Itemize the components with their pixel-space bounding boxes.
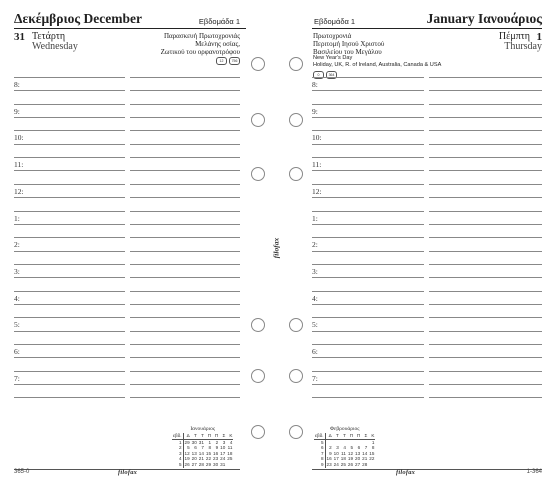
time-label: 3: bbox=[14, 266, 20, 276]
time-label: 4: bbox=[14, 293, 20, 303]
binder-hole bbox=[289, 425, 303, 439]
ruled-line bbox=[14, 77, 125, 78]
mini-calendar-day: 27 bbox=[191, 461, 197, 467]
mini-calendar-day: 12 bbox=[184, 450, 190, 456]
mini-calendar-week-number: 1 bbox=[172, 439, 183, 445]
time-label: 10: bbox=[14, 133, 24, 143]
mini-calendar-day: 22 bbox=[369, 456, 375, 462]
ruled-line bbox=[312, 211, 424, 212]
mini-calendar-day: 21 bbox=[198, 456, 204, 462]
ruled-line bbox=[14, 184, 125, 185]
ruled-line bbox=[429, 251, 542, 252]
mini-calendar-head: Δ bbox=[183, 433, 191, 439]
left-mini-calendar-title: Ιανουάριος bbox=[190, 426, 216, 432]
binder-hole bbox=[251, 113, 265, 127]
mini-calendar-head: Σ bbox=[219, 433, 226, 439]
right-page bbox=[308, 0, 552, 497]
left-brand-logo: filofax bbox=[118, 469, 138, 476]
left-day-name-en: Wednesday bbox=[32, 41, 78, 52]
ruled-line bbox=[130, 371, 240, 372]
ruled-line bbox=[312, 117, 424, 118]
ruled-line bbox=[14, 384, 125, 385]
mini-calendar-day: 1 bbox=[208, 439, 212, 445]
ruled-line bbox=[429, 384, 542, 385]
ruled-line bbox=[14, 104, 125, 105]
mini-calendar-day: 29 bbox=[184, 439, 190, 445]
ruled-line bbox=[130, 304, 240, 305]
mini-calendar-day: 14 bbox=[198, 450, 204, 456]
ruled-line bbox=[14, 130, 125, 131]
mini-calendar-head: εβδ. bbox=[315, 433, 324, 438]
ruled-line bbox=[312, 344, 424, 345]
time-label: 10: bbox=[312, 133, 322, 143]
ruled-line bbox=[130, 117, 240, 118]
time-label: 12: bbox=[312, 186, 322, 196]
mini-calendar-day: 30 bbox=[213, 461, 219, 467]
ruled-line bbox=[429, 264, 542, 265]
mini-calendar-week-number: 7 bbox=[314, 451, 325, 457]
ruled-line bbox=[312, 184, 424, 185]
mini-calendar-head: Τ bbox=[340, 433, 347, 439]
binder-hole bbox=[251, 318, 265, 332]
mini-calendar-day: 20 bbox=[191, 456, 197, 462]
binder-hole bbox=[289, 369, 303, 383]
time-label: 3: bbox=[312, 266, 318, 276]
ruled-line bbox=[130, 170, 240, 171]
mini-calendar-day: 24 bbox=[220, 456, 226, 462]
ruled-line bbox=[312, 170, 424, 171]
mini-calendar-day: 28 bbox=[198, 461, 204, 467]
days-remaining-icon: 364 bbox=[326, 71, 337, 79]
mini-calendar-day: 28 bbox=[362, 461, 368, 467]
mini-calendar-week-number: 2 bbox=[172, 445, 183, 451]
mini-calendar-day: 25 bbox=[340, 461, 346, 467]
mini-calendar-day: 7 bbox=[364, 445, 368, 451]
ruled-line bbox=[312, 237, 424, 238]
right-day-note-en bbox=[313, 55, 441, 69]
ruled-line bbox=[312, 317, 424, 318]
mini-calendar-week-number: 9 bbox=[314, 462, 325, 468]
mini-calendar-head: Τ bbox=[333, 433, 340, 439]
ruled-line bbox=[429, 291, 542, 292]
ruled-line bbox=[429, 237, 542, 238]
binder-hole bbox=[251, 167, 265, 181]
time-label: 7: bbox=[14, 373, 20, 383]
ruled-line bbox=[312, 130, 424, 131]
ruled-line bbox=[312, 157, 424, 158]
mini-calendar-day bbox=[368, 462, 375, 468]
ruled-line bbox=[130, 357, 240, 358]
ruled-line bbox=[429, 170, 542, 171]
ruled-line bbox=[312, 251, 424, 252]
binder-hole bbox=[251, 369, 265, 383]
mini-calendar-day: 14 bbox=[362, 450, 368, 456]
mini-calendar-day: 12 bbox=[347, 450, 354, 456]
time-label: 6: bbox=[14, 347, 20, 356]
mini-calendar-day: 1 bbox=[371, 439, 375, 445]
mini-calendar-day: 30 bbox=[191, 439, 197, 445]
ruled-line bbox=[14, 224, 125, 225]
ruled-line bbox=[312, 397, 424, 398]
time-label: 4: bbox=[312, 293, 318, 303]
mini-calendar-day: 18 bbox=[227, 450, 233, 456]
mini-calendar-day: 26 bbox=[347, 461, 354, 467]
ruled-line bbox=[429, 77, 542, 78]
ruled-line bbox=[130, 184, 240, 185]
right-day-name-en: Thursday bbox=[504, 41, 542, 52]
left-week-label: Εβδομάδα 1 bbox=[198, 17, 240, 26]
mini-calendar-day: 24 bbox=[333, 461, 339, 467]
ruled-line bbox=[14, 371, 125, 372]
time-label: 5: bbox=[312, 320, 318, 330]
mini-calendar-day: 15 bbox=[205, 450, 212, 456]
ruled-line bbox=[312, 104, 424, 105]
time-label: 2: bbox=[14, 240, 20, 250]
ruled-line bbox=[130, 237, 240, 238]
ruled-line bbox=[429, 104, 542, 105]
ruled-line bbox=[130, 317, 240, 318]
right-day-note bbox=[313, 32, 384, 56]
mini-calendar-day: 15 bbox=[369, 450, 375, 456]
ruled-line bbox=[429, 90, 542, 91]
mini-calendar-day: 23 bbox=[213, 456, 219, 462]
mini-calendar-day: 9 bbox=[215, 445, 219, 451]
ruled-line bbox=[14, 211, 125, 212]
binder-hole bbox=[251, 425, 265, 439]
right-page-code: 1-364 bbox=[526, 469, 542, 475]
ruled-line bbox=[14, 317, 125, 318]
time-label: 11: bbox=[14, 160, 24, 170]
ruled-line bbox=[130, 157, 240, 158]
ruled-line bbox=[312, 197, 424, 198]
ruled-line bbox=[312, 331, 424, 332]
mini-calendar-head: Τ bbox=[198, 433, 205, 439]
ruled-line bbox=[14, 264, 125, 265]
left-month-title: Δεκέμβριος December bbox=[14, 11, 142, 26]
mini-calendar-day: 17 bbox=[333, 456, 339, 462]
ruled-line bbox=[14, 237, 125, 238]
time-label: 9: bbox=[312, 106, 318, 116]
ruled-line bbox=[429, 117, 542, 118]
ruled-line bbox=[130, 264, 240, 265]
left-page bbox=[0, 0, 246, 497]
right-header bbox=[312, 10, 542, 29]
binder-hole bbox=[289, 57, 303, 71]
ruled-line bbox=[429, 357, 542, 358]
mini-calendar-day: 3 bbox=[336, 445, 339, 451]
ruled-line bbox=[429, 211, 542, 212]
mini-calendar-head: Τ bbox=[191, 433, 198, 439]
ruled-line bbox=[429, 224, 542, 225]
ruled-line bbox=[429, 157, 542, 158]
left-day-number: 31 bbox=[14, 31, 25, 43]
mini-calendar-week-number: 6 bbox=[314, 445, 325, 451]
right-note-line: Πρωτοχρονιά bbox=[313, 32, 352, 40]
mini-calendar-day: 16 bbox=[213, 450, 219, 456]
ruled-line bbox=[312, 277, 424, 278]
mini-calendar-day: 13 bbox=[191, 450, 197, 456]
mini-calendar-week-number: 5 bbox=[172, 462, 183, 468]
mini-calendar-day: 22 bbox=[205, 456, 212, 462]
ruled-line bbox=[14, 344, 125, 345]
ruled-line bbox=[14, 117, 125, 118]
time-label: 9: bbox=[14, 106, 20, 116]
mini-calendar-day: 31 bbox=[198, 439, 204, 445]
mini-calendar-head: Π bbox=[205, 433, 212, 439]
ruled-line bbox=[130, 331, 240, 332]
mini-calendar-day: 3 bbox=[222, 439, 226, 445]
mini-calendar-day: 13 bbox=[355, 450, 361, 456]
ruled-line bbox=[130, 397, 240, 398]
mini-calendar-week bbox=[314, 462, 375, 468]
right-day-number: 1 bbox=[536, 31, 542, 43]
mini-calendar-head: εβδ. bbox=[173, 433, 182, 438]
mini-calendar-day: 6 bbox=[194, 445, 197, 451]
mini-calendar-day: 16 bbox=[326, 456, 332, 462]
mini-calendar-day: 4 bbox=[229, 439, 233, 445]
time-label: 5: bbox=[14, 320, 20, 330]
time-label: 1: bbox=[14, 213, 20, 223]
mini-calendar-day: 26 bbox=[184, 461, 190, 467]
left-mini-calendar-grid bbox=[172, 433, 233, 468]
right-note-line-en: Holiday, UK, R. of Ireland, Australia, Canada & USA bbox=[313, 62, 442, 68]
ruled-line bbox=[14, 197, 125, 198]
day-count-icon: 12 bbox=[216, 57, 227, 65]
day-count-icon: 0 bbox=[313, 71, 324, 79]
mini-calendar-day: 19 bbox=[184, 456, 190, 462]
ruled-line bbox=[14, 397, 125, 398]
ruled-line bbox=[14, 277, 125, 278]
ruled-line bbox=[312, 224, 424, 225]
left-header bbox=[14, 10, 246, 29]
ruled-line bbox=[429, 371, 542, 372]
mini-calendar-day: 9 bbox=[329, 450, 332, 456]
time-label: 12: bbox=[14, 186, 24, 196]
mini-calendar-day: 31 bbox=[220, 461, 226, 467]
mini-calendar-day: 11 bbox=[341, 450, 346, 456]
ruled-line bbox=[14, 90, 125, 91]
mini-calendar-day: 21 bbox=[362, 456, 368, 462]
right-note-line: Περιτομή Ιησού Χριστού bbox=[313, 40, 385, 48]
mini-calendar-head: Π bbox=[347, 433, 354, 439]
ruled-line bbox=[130, 104, 240, 105]
mini-calendar-day: 18 bbox=[340, 456, 346, 462]
ruled-line bbox=[130, 344, 240, 345]
time-label: 2: bbox=[312, 240, 318, 250]
mini-calendar-head: Κ bbox=[368, 433, 375, 439]
mini-calendar-week-number: 8 bbox=[314, 456, 325, 462]
ruled-line bbox=[130, 277, 240, 278]
left-note-line: Μελάνης οσίας, bbox=[195, 40, 240, 48]
mini-calendar-day: 7 bbox=[201, 445, 204, 451]
mini-calendar-head: Δ bbox=[325, 433, 333, 439]
right-mini-calendar-title: Φεβρουάριος bbox=[330, 426, 360, 432]
ruled-line bbox=[14, 144, 125, 145]
right-week-label: Εβδομάδα 1 bbox=[314, 17, 356, 26]
ruled-line bbox=[130, 197, 240, 198]
left-page-code: 365-0 bbox=[14, 469, 30, 475]
ruled-line bbox=[14, 170, 125, 171]
mini-calendar-day: 17 bbox=[220, 450, 226, 456]
ruled-line bbox=[130, 224, 240, 225]
ruled-line bbox=[429, 184, 542, 185]
ruled-line bbox=[429, 397, 542, 398]
days-remaining-icon: 756 bbox=[229, 57, 240, 65]
mini-calendar-day: 6 bbox=[357, 445, 361, 451]
ruled-line bbox=[312, 264, 424, 265]
ruled-line bbox=[14, 357, 125, 358]
ruled-line bbox=[429, 344, 542, 345]
left-note-line: Παρασκευή Πρωτοχρονιάς bbox=[163, 32, 240, 40]
right-mini-calendar bbox=[314, 426, 375, 468]
ruled-line bbox=[429, 144, 542, 145]
binder-hole bbox=[251, 57, 265, 71]
mini-calendar-day: 2 bbox=[329, 445, 332, 451]
left-day-name-gr: Τετάρτη bbox=[32, 31, 66, 42]
mini-calendar-week bbox=[314, 445, 375, 451]
mini-calendar-day: 8 bbox=[208, 445, 212, 451]
left-icons bbox=[216, 57, 240, 65]
ruled-line bbox=[312, 304, 424, 305]
ruled-line bbox=[130, 77, 240, 78]
ruled-line bbox=[312, 371, 424, 372]
mini-calendar-day: 25 bbox=[227, 456, 233, 462]
mini-calendar-head: Σ bbox=[361, 433, 368, 439]
mini-calendar-head: Π bbox=[354, 433, 361, 439]
ruled-line bbox=[429, 130, 542, 131]
binder-hole bbox=[289, 318, 303, 332]
right-mini-calendar-grid bbox=[314, 433, 375, 468]
ruled-line bbox=[130, 130, 240, 131]
right-month-title: January Ιανουάριος bbox=[426, 11, 542, 26]
ruled-line bbox=[312, 90, 424, 91]
ruled-line bbox=[429, 304, 542, 305]
right-day-name-gr: Πέμπτη bbox=[498, 31, 530, 42]
mini-calendar-day: 4 bbox=[343, 445, 346, 451]
mini-calendar-day: 23 bbox=[326, 461, 332, 467]
left-mini-calendar bbox=[172, 426, 233, 468]
ruled-line bbox=[312, 357, 424, 358]
mini-calendar-day: 11 bbox=[227, 445, 233, 451]
mini-calendar-week bbox=[172, 462, 233, 468]
mini-calendar-day: 19 bbox=[347, 456, 354, 462]
left-note-line: Ζωτικού του ορφανοτρόφου bbox=[160, 48, 240, 56]
mini-calendar-day bbox=[226, 462, 233, 468]
time-label: 1: bbox=[312, 213, 318, 223]
mini-calendar-day: 10 bbox=[220, 445, 226, 451]
mini-calendar-day: 5 bbox=[350, 445, 354, 451]
ruled-line bbox=[312, 77, 424, 78]
ruled-line bbox=[130, 90, 240, 91]
time-label: 11: bbox=[312, 160, 322, 170]
binder-hole bbox=[289, 113, 303, 127]
ruled-line bbox=[130, 251, 240, 252]
ruled-line bbox=[130, 384, 240, 385]
mini-calendar-day: 29 bbox=[205, 461, 212, 467]
ruled-line bbox=[14, 291, 125, 292]
ruled-line bbox=[312, 144, 424, 145]
time-label: 7: bbox=[312, 373, 318, 383]
right-footer-rule bbox=[312, 469, 542, 470]
binder-hole bbox=[289, 167, 303, 181]
time-label: 6: bbox=[312, 347, 318, 356]
time-label: 8: bbox=[312, 80, 318, 89]
mini-calendar-day: 27 bbox=[355, 461, 361, 467]
mini-calendar-head: Κ bbox=[226, 433, 233, 439]
left-day-note bbox=[161, 32, 240, 56]
right-note-line: Βασιλείου του Μεγάλου bbox=[313, 48, 382, 56]
mini-calendar-week-number: 5 bbox=[314, 439, 325, 445]
ruled-line bbox=[429, 317, 542, 318]
mini-calendar-week bbox=[172, 445, 233, 451]
ruled-line bbox=[130, 291, 240, 292]
mini-calendar-day: 10 bbox=[333, 450, 339, 456]
ruled-line bbox=[14, 157, 125, 158]
right-note-line-en: New Year's Day bbox=[313, 55, 353, 61]
ruled-line bbox=[14, 331, 125, 332]
mini-calendar-day: 5 bbox=[187, 445, 190, 451]
ruled-line bbox=[429, 331, 542, 332]
time-label: 8: bbox=[14, 80, 20, 89]
ruled-line bbox=[130, 144, 240, 145]
mini-calendar-day: 2 bbox=[215, 439, 219, 445]
ruled-line bbox=[14, 251, 125, 252]
ruled-line bbox=[312, 291, 424, 292]
ruled-line bbox=[429, 277, 542, 278]
spine-brand-logo: filofax bbox=[271, 237, 281, 259]
mini-calendar-day: 20 bbox=[355, 456, 361, 462]
ruled-line bbox=[14, 304, 125, 305]
mini-calendar-week-number: 4 bbox=[172, 456, 183, 462]
ruled-line bbox=[312, 384, 424, 385]
mini-calendar-day: 8 bbox=[371, 445, 375, 451]
ruled-line bbox=[130, 211, 240, 212]
ruled-line bbox=[429, 197, 542, 198]
right-brand-logo: filofax bbox=[396, 469, 416, 476]
mini-calendar-week-number: 3 bbox=[172, 451, 183, 457]
mini-calendar-head: Π bbox=[212, 433, 219, 439]
